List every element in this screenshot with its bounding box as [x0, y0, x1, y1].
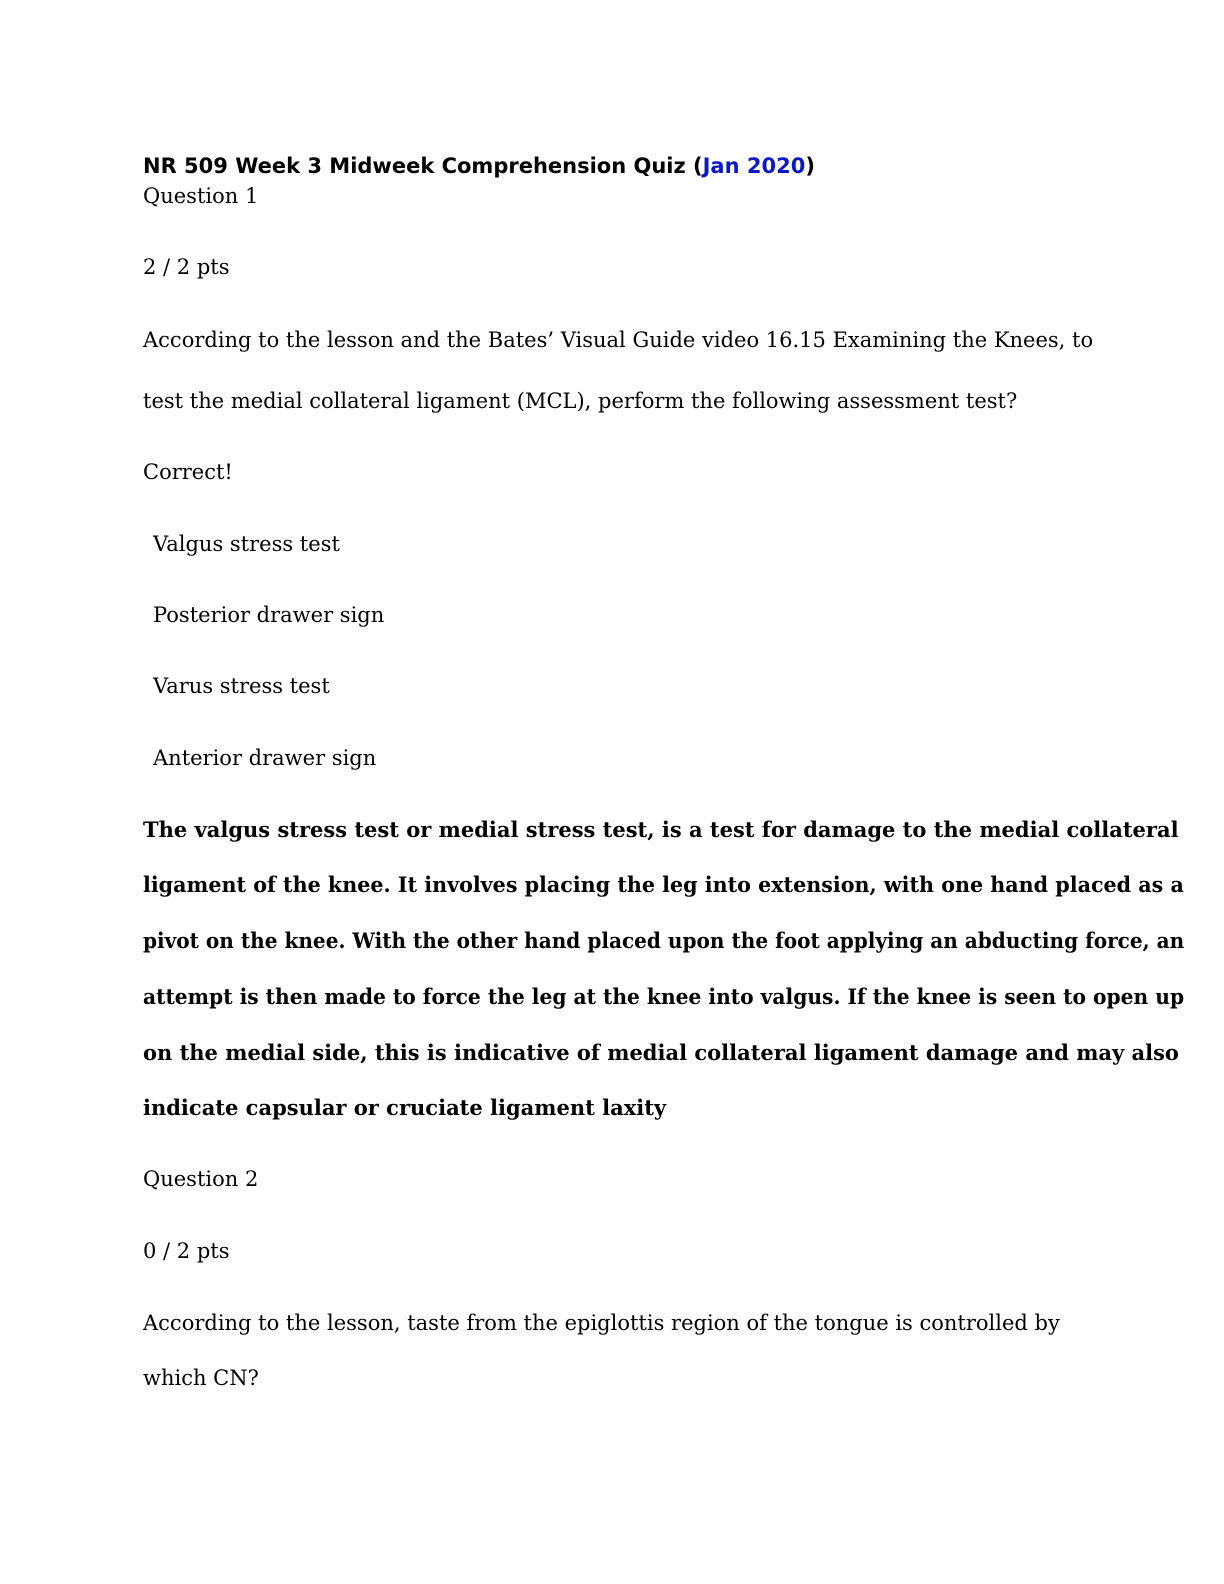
title-suffix: ): [805, 154, 815, 178]
page-title: [143, 153, 815, 179]
question-2-score: 0 / 2 pts: [143, 1239, 230, 1263]
title-prefix: NR 509 Week 3 Midweek Comprehension Quiz (: [143, 154, 703, 178]
question-2-prompt-line-2: which CN?: [143, 1366, 259, 1390]
question-1-prompt-line-2: test the medial collateral ligament (MCL), perform the following assessment test?: [143, 389, 1018, 413]
explanation-line: attempt is then made to force the leg at the knee into valgus. If the knee is seen to open up: [143, 984, 1185, 1009]
answer-option: Anterior drawer sign: [153, 746, 377, 770]
question-1-result: Correct!: [143, 460, 233, 484]
answer-option: Varus stress test: [153, 674, 330, 698]
answer-option: Valgus stress test: [153, 532, 340, 556]
explanation-line: ligament of the knee. It involves placing the leg into extension, with one hand placed as a: [143, 872, 1184, 897]
question-1-label: Question 1: [143, 184, 259, 208]
explanation-line: indicate capsular or cruciate ligament laxity: [143, 1095, 667, 1120]
title-date-highlight: Jan 2020: [702, 154, 806, 178]
explanation-line: on the medial side, this is indicative of medial collateral ligament damage and may also: [143, 1040, 1179, 1065]
question-2-prompt-line-1: According to the lesson, taste from the epiglottis region of the tongue is controlled by: [143, 1311, 1060, 1335]
explanation-line: pivot on the knee. With the other hand placed upon the foot applying an abducting force, an: [143, 928, 1185, 953]
question-1-score: 2 / 2 pts: [143, 255, 230, 279]
question-1-prompt-line-1: According to the lesson and the Bates’ Visual Guide video 16.15 Examining the Knees, to: [143, 328, 1094, 352]
explanation-line: The valgus stress test or medial stress test, is a test for damage to the medial collateral: [143, 817, 1179, 842]
question-2-label: Question 2: [143, 1167, 259, 1191]
answer-option: Posterior drawer sign: [153, 603, 385, 627]
